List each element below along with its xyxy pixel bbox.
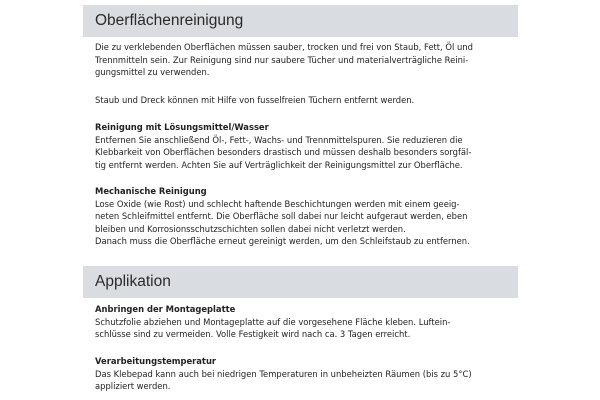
text-line: Die zu verklebenden Oberflächen müssen sauber, trocken und frei von Staub, Fett, Öl und [95, 42, 473, 52]
text-line: Entfernen Sie anschließend Öl-, Fett-, Wachs- und Trennmittelspuren. Sie reduzieren die [95, 134, 463, 145]
dust-paragraph [95, 94, 520, 107]
text-line: Schutzfolie abziehen und Montageplatte auf die vorgesehene Fläche kleben. Luftein- [95, 316, 451, 327]
subheading: Verarbeitungstemperatur [95, 356, 217, 366]
intro-paragraph [95, 41, 520, 79]
text-line: neten Schleifmittel entfernt. Die Oberfläche soll dabei nur leicht aufgeraut werden, eben [95, 211, 468, 222]
temperature-block [95, 355, 520, 393]
section-title: Oberflächenreinigung [95, 12, 244, 29]
solvent-cleaning-block [95, 121, 520, 171]
text-line: schlüsse sind zu vermeiden. Volle Festigkeit wird nach ca. 3 Tagen erreicht. [95, 329, 411, 340]
mounting-block [95, 303, 520, 341]
mechanical-cleaning-block [95, 185, 520, 248]
subheading: Mechanische Reinigung [95, 186, 207, 196]
text-line: Klebbarkeit von Oberflächen besonders drastisch und müssen deshalb besonders sorgfäl- [95, 147, 472, 158]
text-line: gungsmittel zu verwenden. [95, 67, 210, 78]
text-line: Lose Oxide (wie Rost) und schlecht haftende Beschichtungen werden mit einem geeig- [95, 198, 460, 209]
text-line: bleiben und Korrosionsschutzschichten sollen dabei nicht verletzt werden. [95, 223, 406, 234]
text-line: appliziert werden. [95, 381, 171, 392]
subheading: Reinigung mit Lösungsmittel/Wasser [95, 122, 269, 132]
text-line: Das Klebepad kann auch bei niedrigen Temperaturen in unbeheizten Räumen (bis zu 5°C) [95, 368, 472, 379]
section-header-surface-cleaning [83, 5, 518, 37]
text-line: Staub und Dreck können mit Hilfe von fusselfreien Tüchern entfernt werden. [95, 95, 415, 105]
text-line: Trennmitteln sein. Zur Reinigung sind nur saubere Tücher und materialverträgliche Reini- [95, 54, 469, 65]
text-line: tig entfernt werden. Achten Sie auf Verträglichkeit der Reinigungsmittel zur Oberfläche. [95, 159, 463, 170]
section-title: Applikation [95, 273, 171, 290]
text-line: Danach muss die Oberfläche erneut gereinigt werden, um den Schleifstaub zu entfernen. [95, 236, 470, 247]
section-header-application [83, 266, 518, 298]
subheading: Anbringen der Montageplatte [95, 304, 236, 314]
